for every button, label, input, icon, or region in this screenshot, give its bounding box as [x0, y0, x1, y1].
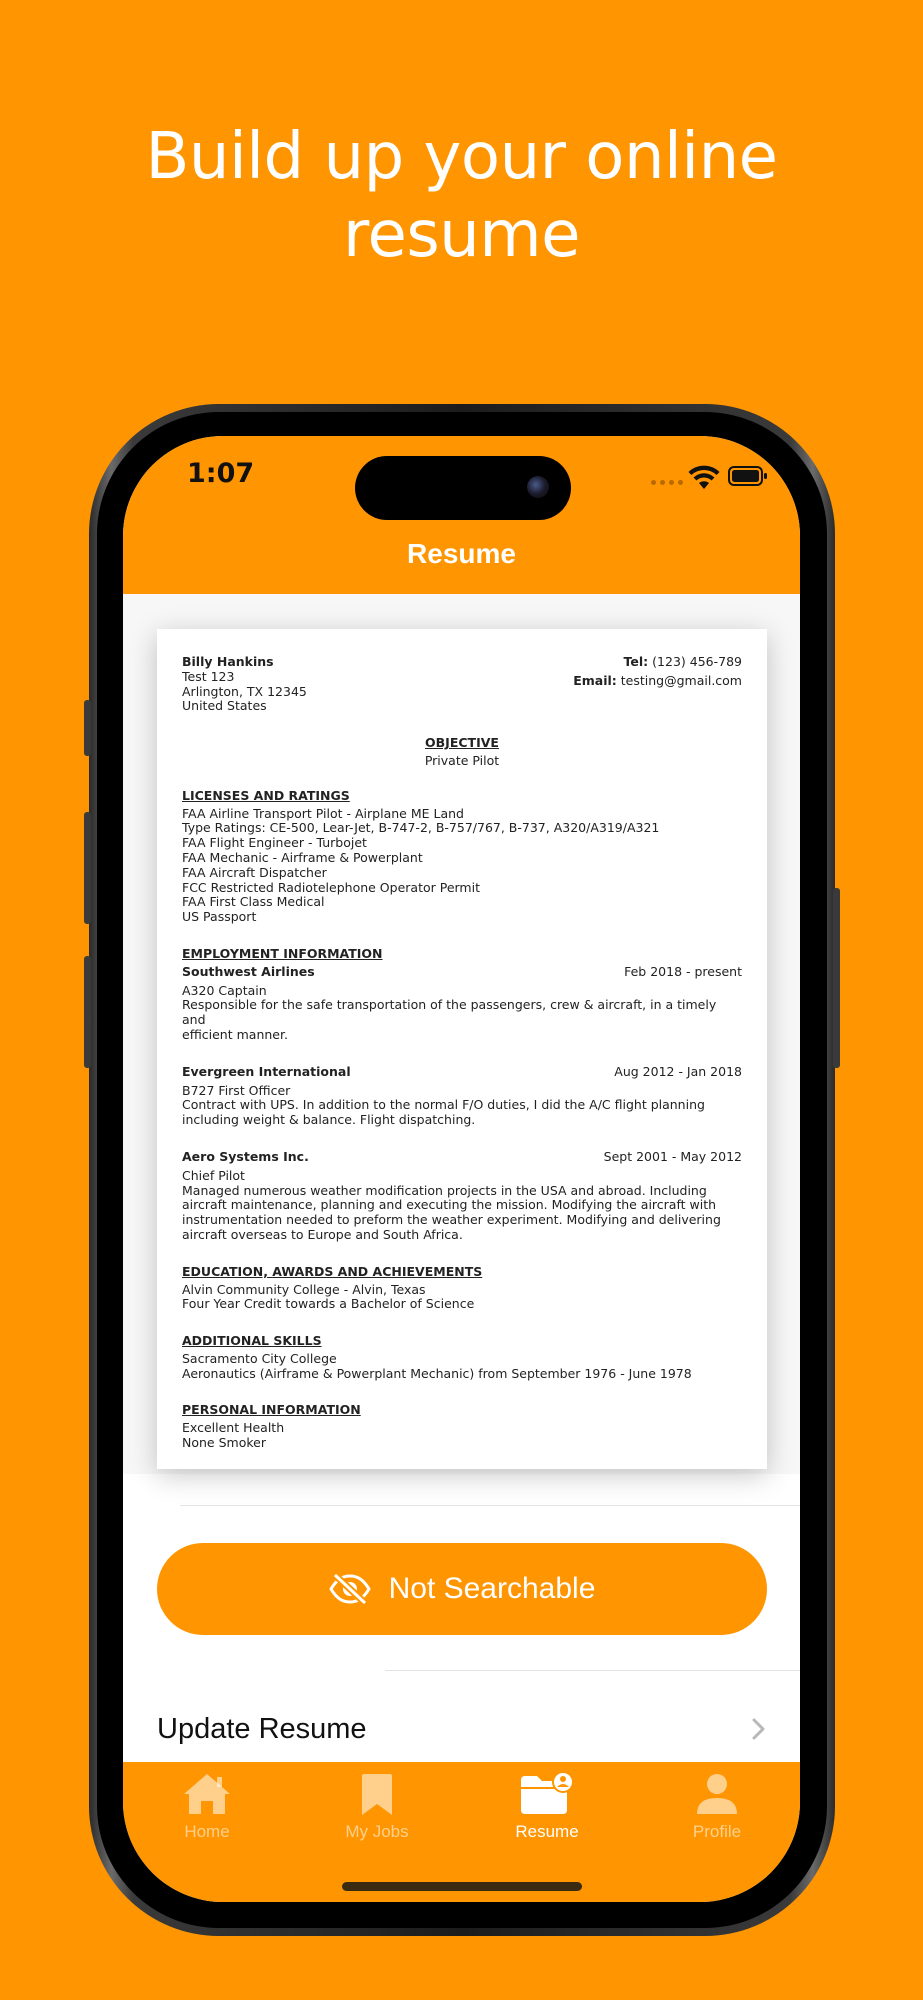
licenses-heading: LICENSES AND RATINGS [182, 787, 350, 803]
power-button [833, 888, 840, 1068]
job-title: Chief Pilot [182, 1167, 245, 1183]
divider [180, 1505, 800, 1506]
job-dates: Aug 2012 - Jan 2018 [614, 1063, 742, 1079]
employment-heading: EMPLOYMENT INFORMATION [182, 945, 383, 961]
eye-slash-icon [329, 1573, 371, 1605]
nav-title: Resume [407, 538, 516, 569]
not-searchable-button[interactable] [157, 1543, 767, 1635]
camera-icon [527, 476, 549, 498]
job-company: Southwest Airlines [182, 963, 315, 979]
tab-home[interactable] [147, 1772, 267, 1842]
license-item: FAA Mechanic - Airframe & Powerplant [182, 849, 423, 865]
tab-bar [123, 1762, 800, 1902]
dynamic-island [355, 456, 571, 520]
job-company: Evergreen International [182, 1063, 351, 1079]
headline-line-2: resume [343, 198, 580, 272]
resume-address-line: Test 123 [182, 668, 235, 684]
headline [0, 118, 923, 274]
skills-heading: ADDITIONAL SKILLS [182, 1333, 322, 1349]
license-item: FAA Aircraft Dispatcher [182, 864, 327, 880]
tab-profile[interactable] [657, 1772, 777, 1842]
tel-label: Tel: [623, 654, 649, 669]
update-resume-row[interactable] [157, 1704, 767, 1754]
objective-value: Private Pilot [424, 752, 500, 768]
person-icon [692, 1772, 742, 1816]
tab-resume[interactable] [487, 1772, 607, 1842]
email-value: testing@gmail.com [620, 672, 742, 688]
job-desc: aircraft overseas to Europe and South Africa. [182, 1226, 463, 1242]
tel-value: (123) 456-789 [652, 654, 742, 669]
personal-item: None Smoker [182, 1435, 266, 1451]
phone-screen [123, 436, 800, 1902]
job-title: B727 First Officer [182, 1082, 291, 1098]
volume-down-button [84, 956, 91, 1068]
job-desc: Responsible for the safe transportation of the passengers, crew & aircraft, in a timely and [182, 997, 717, 1028]
skill-item: Sacramento City College [182, 1350, 337, 1366]
education-item: Four Year Credit towards a Bachelor of Science [182, 1296, 475, 1312]
resume-name: Billy Hankins [182, 654, 274, 669]
job-desc: Managed numerous weather modification projects in the USA and abroad. Including [182, 1182, 707, 1198]
license-item: FCC Restricted Radiotelephone Operator Permit [182, 879, 480, 895]
resume-tel [573, 655, 742, 670]
action-button [84, 700, 91, 756]
license-item: US Passport [182, 909, 257, 925]
resume-email [573, 674, 742, 689]
job-entry [182, 965, 742, 1043]
education-item: Alvin Community College - Alvin, Texas [182, 1281, 426, 1297]
status-time: 1:07 [187, 458, 255, 489]
education-heading: EDUCATION, AWARDS AND ACHIEVEMENTS [182, 1263, 483, 1279]
license-item: Type Ratings: CE-500, Lear-Jet, B-747-2, B-757/767, B-737, A320/A319/A321 [182, 820, 660, 836]
headline-line-1: Build up your online [145, 120, 778, 194]
job-desc: including weight & balance. Flight dispatching. [182, 1112, 476, 1128]
job-dates: Sept 2001 - May 2012 [603, 1148, 742, 1164]
license-item: FAA First Class Medical [182, 894, 325, 910]
resume-address-line: United States [182, 698, 267, 714]
cellular-signal-icon [651, 480, 683, 485]
tab-label: Resume [515, 1822, 579, 1841]
tab-label: Profile [692, 1822, 742, 1841]
job-desc: aircraft maintenance, planning and executing the mission. Modifying the aircraft with [182, 1197, 717, 1213]
volume-up-button [84, 812, 91, 924]
job-entry [182, 1150, 742, 1243]
house-icon [182, 1772, 232, 1816]
wifi-icon [688, 464, 720, 490]
license-item: FAA Flight Engineer - Turbojet [182, 835, 367, 851]
resume-address-line: Arlington, TX 12345 [182, 683, 307, 699]
divider [385, 1670, 800, 1671]
email-label: Email: [573, 672, 617, 688]
not-searchable-label: Not Searchable [388, 1572, 596, 1605]
update-resume-label: Update Resume [157, 1712, 367, 1745]
job-desc: Contract with UPS. In addition to the normal F/O duties, I did the A/C flight planning [182, 1097, 705, 1113]
tab-label: My Jobs [345, 1822, 409, 1841]
battery-icon [728, 466, 768, 486]
chevron-right-icon [751, 1717, 767, 1741]
job-entry [182, 1065, 742, 1128]
job-desc: efficient manner. [182, 1026, 288, 1042]
objective-heading: OBJECTIVE [425, 735, 499, 751]
skill-item: Aeronautics (Airframe & Powerplant Mechanic) from September 1976 - June 1978 [182, 1365, 692, 1381]
job-desc: instrumentation needed to preform the weather experiment. Modifying and delivering [182, 1212, 721, 1228]
personal-heading: PERSONAL INFORMATION [182, 1402, 361, 1418]
tab-my-jobs[interactable] [317, 1772, 437, 1842]
home-indicator [342, 1882, 582, 1891]
license-item: FAA Airline Transport Pilot - Airplane ME Land [182, 805, 464, 821]
folder-person-icon [519, 1772, 575, 1816]
job-company: Aero Systems Inc. [182, 1148, 309, 1164]
resume-document[interactable] [157, 629, 767, 1469]
tab-label: Home [184, 1822, 230, 1841]
job-title: A320 Captain [182, 982, 267, 998]
bookmark-icon [352, 1772, 402, 1816]
job-dates: Feb 2018 - present [624, 963, 742, 979]
personal-item: Excellent Health [182, 1420, 285, 1436]
